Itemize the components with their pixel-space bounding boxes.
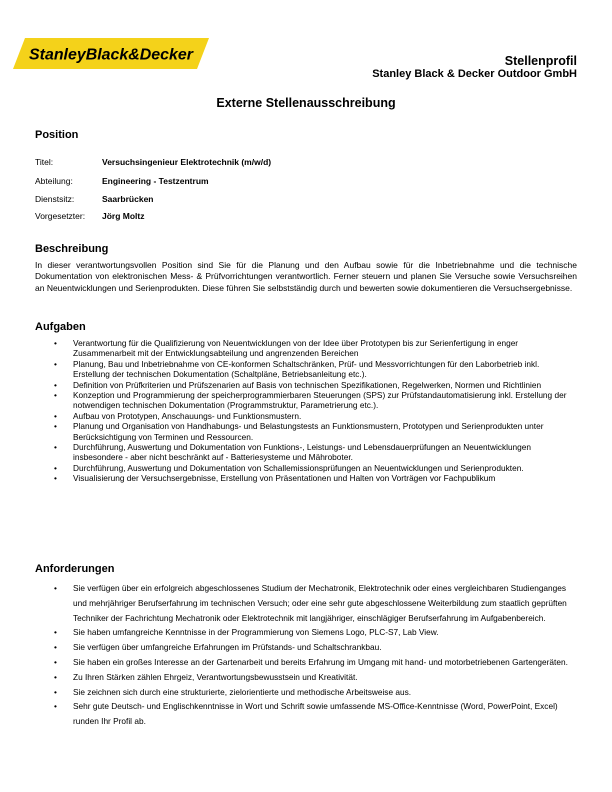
position-row-supervisor: [35, 211, 145, 221]
description-heading: Beschreibung: [35, 243, 109, 255]
requirements-list: [73, 581, 578, 729]
list-item: • Planung und Organisation von Handhabungs- und Belastungstests an Funktionsmustern, Prototypen und Serienprodukten unter Berücksichtigung von Terminen und Ressourcen.: [73, 421, 573, 442]
list-item: • Definition von Prüfkriterien und Prüfszenarien auf Basis von technischen Spezifikationen, Regelwerken, Normen und Richtlinien: [73, 380, 573, 390]
requirements-heading: Anforderungen: [35, 563, 115, 575]
position-value: Engineering - Testzentrum: [102, 176, 209, 186]
list-item: • Durchführung, Auswertung und Dokumentation von Funktions-, Leistungs- und Lebensdauerprüfungen an Neuentwicklungen insbesondere - aber nicht beschränkt auf - Batteriesysteme und Mähroboter.: [73, 442, 573, 463]
position-row-title: [35, 157, 271, 167]
list-item: • Sie verfügen über ein erfolgreich abgeschlossenes Studium der Mechatronik, Elektrotechnik oder eines vergleichbaren Studienganges und mehrjähriger Berufserfahrung im technischen Versuch; oder eine sehr gute abgeschlossene Weiterbildung zum staatlich geprüften Techniker der Fachrichtung Mechatronik oder Elektrotechnik mit langjähriger, einschlägiger Berufserfahrung im Aufgabenbereich.: [73, 581, 578, 625]
page-title: Externe Stellenausschreibung: [216, 96, 396, 110]
list-item: • Durchführung, Auswertung und Dokumentation von Schallemissionsprüfungen an Neuentwicklungen und Serienprodukten.: [73, 463, 573, 473]
position-heading: Position: [35, 129, 79, 141]
tasks-list: [73, 338, 573, 484]
list-item: • Sie verfügen über umfangreiche Erfahrungen im Prüfstands- und Schaltschrankbau.: [73, 640, 578, 655]
position-value: Saarbrücken: [102, 194, 154, 204]
list-item: • Zu Ihren Stärken zählen Ehrgeiz, Verantwortungsbewusstsein und Kreativität.: [73, 670, 578, 685]
description-paragraph: In dieser verantwortungsvollen Position sind Sie für die Planung und den Aufbau sowie für die Inbetriebnahme und die technische Dokumentation von elektronischen Mess- & Prüfvorrichtungen verantwortlich. Ferner steuern und planen Sie Versuche sowie Versuchsreihen an Neuentwicklungen und Serienprodukten. Diese führen Sie selbstständig durch und bewerten sowie dokumentieren die Versuchsergebnisse.: [35, 260, 577, 293]
list-item: • Visualisierung der Versuchsergebnisse, Erstellung von Präsentationen und Halten von Vorträgen vor Fachpublikum: [73, 473, 573, 483]
list-item: • Aufbau von Prototypen, Anschauungs- und Funktionsmustern.: [73, 411, 573, 421]
list-item: • Sie haben ein großes Interesse an der Gartenarbeit und bereits Erfahrung im Umgang mit hand- und motorbetriebenen Gartengeräten.: [73, 655, 578, 670]
position-label: Vorgesetzter:: [35, 211, 86, 221]
list-item: • Sie haben umfangreiche Kenntnisse in der Programmierung von Siemens Logo, PLC-S7, Lab View.: [73, 625, 578, 640]
stanley-black-decker-logo: [13, 38, 209, 69]
list-item: • Verantwortung für die Qualifizierung von Neuentwicklungen von der Idee über Prototypen bis zur Serienfertigung in enger Zusammenarbeit mit der Entwicklungsabteilung und angrenzenden Bereichen: [73, 338, 573, 359]
position-value: Versuchsingenieur Elektrotechnik (m/w/d): [102, 157, 272, 167]
position-row-location: [35, 194, 154, 204]
list-item: • Sie zeichnen sich durch eine strukturierte, zielorientierte und methodische Arbeitsweise aus.: [73, 685, 578, 700]
list-item: • Planung, Bau und Inbetriebnahme von CE-konformen Schaltschränken, Prüf- und Messvorrichtungen für den Laborbetrieb inkl. Erstellung der technischen Dokumentation (Schaltpläne, Betriebsanleitung etc.).: [73, 359, 573, 380]
position-row-department: [35, 176, 209, 186]
list-item: • Sehr gute Deutsch- und Englischkenntnisse in Wort und Schrift sowie umfassende MS-Office-Kenntnisse (Word, PowerPoint, Excel) runden Ihr Profil ab.: [73, 699, 578, 729]
position-label: Titel:: [35, 157, 54, 167]
logo-text: StanleyBlack&Decker: [29, 46, 194, 64]
position-label: Abteilung:: [35, 176, 73, 186]
document-type-title: Stellenprofil: [504, 54, 577, 68]
position-label: Dienstsitz:: [35, 194, 75, 204]
position-value: Jörg Moltz: [102, 211, 145, 221]
tasks-heading: Aufgaben: [35, 321, 86, 333]
company-name: Stanley Black & Decker Outdoor GmbH: [372, 68, 577, 80]
list-item: • Konzeption und Programmierung der speicherprogrammierbaren Steuerungen (SPS) zur Prüfstandautomatisierung inkl. Erstellung der notwendigen technischen Dokumentation (Programmstruktur, Parametrierung etc.).: [73, 390, 573, 411]
